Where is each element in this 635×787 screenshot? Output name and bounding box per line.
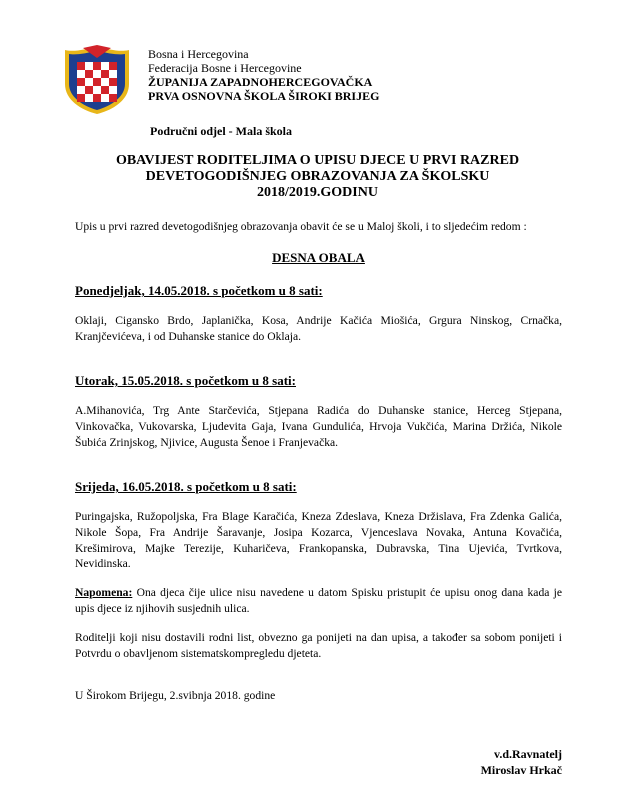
intro-paragraph: Upis u prvi razred devetogodišnjeg obrazovanja obavit će se u Maloj školi, i to sljedećim redom : (75, 220, 527, 233)
title-line-2: DEVETOGODIŠNJEG OBRAZOVANJA ZA ŠKOLSKU (145, 169, 490, 184)
day-heading-wednesday: Srijeda, 16.05.2018. s početkom u 8 sati: (75, 479, 297, 494)
subheading-branch: Područni odjel - Mala škola (150, 124, 293, 138)
day-heading-monday: Ponedjeljak, 14.05.2018. s početkom u 8 sati: (75, 283, 323, 298)
signature-role: v.d.Ravnatelj (493, 747, 562, 761)
streets-wednesday: Puringajska, Ružopoljska, Fra Blage Karačića, Kneza Zdeslava, Kneza Držislava, Fra Zdenka Galića, Nikole Šopa, Fra Andrije Šaravanje, Josipa Kozarca, Vjenceslava Novaka, Antuna Kovačića, Krešimirova, Majke Terezije, Kuharičeva, Frankopanska, Dubravska, Tina Ujevića, Tvrtkova, Nevidinska. (75, 510, 562, 571)
place-date: U Širokom Brijegu, 2.svibnja 2018. godine (75, 689, 276, 702)
header-county: ŽUPANIJA ZAPADNOHERCEGOVAČKA (148, 75, 373, 89)
reminder-paragraph: Roditelji koji nisu dostavili rodni list, obvezno ga ponijeti na dan upisa, a također sa sobom ponijeti i Potvrdu o obavljenom sistematskompregledu djeteta. (75, 631, 562, 660)
title-line-3: 2018/2019.GODINU (257, 185, 378, 200)
header-country: Bosna i Hercegovina (148, 47, 249, 61)
school-crest-logo (63, 44, 131, 116)
title-line-1: OBAVIJEST RODITELJIMA O UPISU DJECE U PRVI RAZRED (115, 153, 520, 168)
day-heading-tuesday: Utorak, 15.05.2018. s početkom u 8 sati: (75, 373, 296, 388)
header-federation: Federacija Bosne i Hercegovine (148, 61, 302, 75)
note-paragraph (75, 585, 562, 617)
streets-monday: Oklaji, Cigansko Brdo, Japlanička, Kosa, Andrije Kačića Miošića, Grgura Ninskog, Crnačka, Kranjčevićeva, i od Duhanske stanice do Oklaja. (75, 314, 562, 343)
note-label: Napomena: (75, 586, 133, 599)
signature-name: Miroslav Hrkač (480, 763, 562, 777)
area-heading: DESNA OBALA (272, 250, 365, 265)
note-text: Ona djeca čije ulice nisu navedene u datom Spisku pristupit će upisu onog dana kada je upis djece iz njihovih susjednih ulica. (75, 586, 562, 615)
header-school: PRVA OSNOVNA ŠKOLA ŠIROKI BRIJEG (148, 89, 380, 103)
streets-tuesday: A.Mihanovića, Trg Ante Starčevića, Stjepana Radića do Duhanske stanice, Herceg Stjepana, Vinkovačka, Vukovarska, Ljudevita Gaja, Ivana Gundulića, Hrvoja Vukčića, Marina Držića, Nikole Šubića Zrinjskog, Njivice, Augusta Šenoe i Franjevačka. (75, 404, 562, 449)
